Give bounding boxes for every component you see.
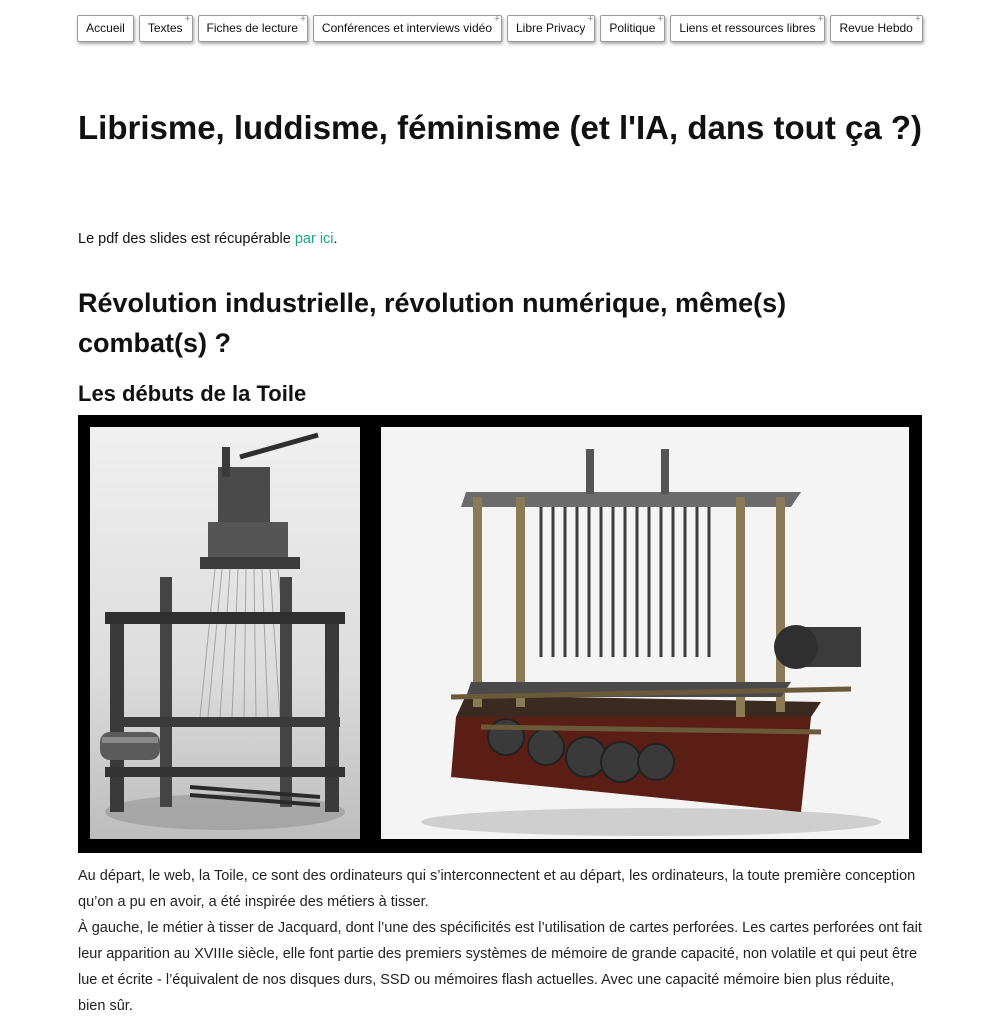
nav-item-conferences[interactable] — [313, 15, 502, 42]
nav-item-revue-hebdo[interactable] — [830, 15, 922, 42]
submenu-plus-icon: + — [184, 14, 191, 25]
paragraph-2: À gauche, le métier à tisser de Jacquard, dont l’une des spécificités est l’utilisation de cartes perforées. Les cartes perforées ont fait leur apparition au XVIIIe siècle, elle font partie des premiers systèmes de mémoire de grande capacité, non volatile et qui peut être lue et écrite - l’équivalent de nos disques durs, SSD ou mémoires flash actuelles. Avec une capacité mémoire bien plus réduite, bien sûr. — [78, 920, 922, 1014]
nav-item-textes[interactable] — [139, 15, 193, 42]
paragraph-1: Au départ, le web, la Toile, ce sont des ordinateurs qui s’interconnectent et au départ, les ordinateurs, la toute première conception qu’on a pu en avoir, a été inspirée des métiers à tisser. — [78, 868, 916, 910]
nav-item-label: Conférences et interviews vidéo — [321, 21, 492, 35]
nav-item-liens-ressources[interactable] — [670, 15, 825, 42]
nav-item-politique[interactable] — [600, 15, 665, 42]
nav-item-label: Revue Hebdo — [839, 21, 913, 35]
nav-item-label: Textes — [147, 21, 183, 35]
main-nav — [0, 15, 1000, 42]
intro-text — [78, 228, 922, 250]
intro-text-after: . — [333, 231, 338, 247]
nav-item-fiches-de-lecture[interactable] — [198, 15, 308, 42]
submenu-plus-icon: + — [817, 14, 824, 25]
jacquard-loom-image — [90, 427, 360, 839]
submenu-plus-icon: + — [915, 14, 921, 25]
nav-item-accueil[interactable] — [77, 15, 134, 42]
subsection-heading: Les débuts de la Toile — [78, 381, 307, 406]
submenu-plus-icon: + — [494, 14, 500, 25]
page-title: Librisme, luddisme, féminisme (et l'IA, dans tout ça ?) — [78, 109, 922, 146]
nav-item-libre-privacy[interactable] — [507, 15, 595, 42]
analytical-engine-image — [381, 427, 909, 839]
nav-item-label: Liens et ressources libres — [679, 21, 816, 35]
nav-item-label: Fiches de lecture — [206, 21, 298, 35]
nav-item-label: Libre Privacy — [516, 21, 586, 35]
submenu-plus-icon: + — [657, 14, 664, 25]
nav-item-label: Politique — [609, 21, 656, 35]
submenu-plus-icon: + — [587, 14, 594, 25]
section-heading: Révolution industrielle, révolution numérique, même(s) combat(s) ? — [78, 288, 787, 358]
intro-text-before: Le pdf des slides est récupérable — [78, 231, 295, 247]
analytical-engine-illustration — [381, 427, 909, 839]
article-figure — [78, 415, 922, 853]
submenu-plus-icon: + — [300, 14, 306, 25]
slides-pdf-link[interactable]: par ici — [294, 231, 334, 247]
jacquard-loom-illustration — [90, 427, 360, 839]
nav-item-label: Accueil — [86, 21, 125, 35]
